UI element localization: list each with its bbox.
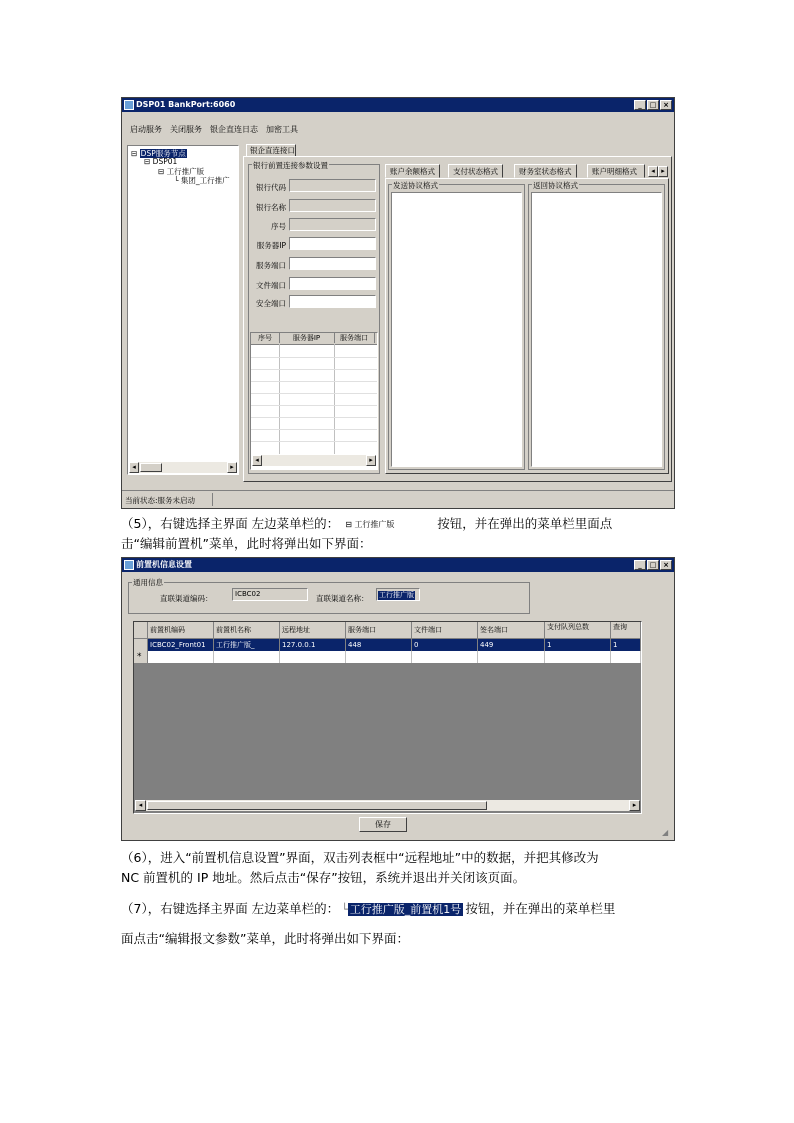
tab-payment-status-format[interactable]: 支付状态格式 <box>448 164 503 178</box>
grid-divider <box>279 344 280 454</box>
col-remote-address[interactable]: 远程地址 <box>280 622 346 639</box>
cell-front-name[interactable]: 工行推广版_ <box>214 639 280 651</box>
serial-label: 序号 <box>271 222 286 231</box>
cell-service-port[interactable]: 448 <box>346 639 412 651</box>
tab-scroll-left[interactable]: ◂ <box>648 166 658 177</box>
window-title: DSP01 BankPort:6060 <box>136 100 236 109</box>
toolbar <box>126 122 302 138</box>
col-pay-queue-total[interactable]: 支付队列总数 <box>545 622 611 639</box>
step7-text-a: （7），右键选择主界面 左边菜单栏的： <box>121 901 340 916</box>
channel-name-label: 直联渠道名称： <box>316 594 369 603</box>
channel-code-field[interactable]: ICBC02 <box>232 588 308 601</box>
row-header-cell <box>134 639 148 651</box>
step5-tree-snippet: ⊟ 工行推广版 <box>345 520 395 529</box>
new-cell[interactable] <box>280 651 346 663</box>
new-row[interactable] <box>134 651 642 663</box>
new-row-marker: * <box>134 651 148 663</box>
step5-text-a: （5），右键选择主界面 左边菜单栏的： <box>121 516 340 531</box>
new-cell[interactable] <box>611 651 641 663</box>
tab-bank-direct[interactable]: 银企直连接口 <box>246 144 296 157</box>
grid-row-line <box>251 441 377 442</box>
tab-scroll-right[interactable]: ▸ <box>658 166 668 177</box>
channel-name-value: 工行推广版 <box>379 591 414 599</box>
tab-finance-status-format[interactable]: 财务室状态格式 <box>514 164 577 178</box>
grid-col-serial[interactable]: 序号 <box>251 333 280 343</box>
bank-name-label: 银行名称 <box>256 203 286 212</box>
new-cell[interactable] <box>478 651 545 663</box>
close-button[interactable]: × <box>660 560 672 570</box>
grid-row-line <box>251 369 377 370</box>
step5-text-b: 按钮，并在弹出的菜单栏里面点 <box>437 516 613 531</box>
window-titlebar <box>122 98 674 112</box>
server-grid[interactable] <box>250 332 378 470</box>
bank-code-field[interactable] <box>289 179 376 192</box>
grid-scroll-right[interactable]: ▸ <box>629 800 640 811</box>
channel-code-label: 直联渠道编码： <box>160 594 213 603</box>
cell-pay-queue-total[interactable]: 1 <box>545 639 611 651</box>
step7-line2: 面点击“编辑报文参数”菜单，此时将弹出如下界面： <box>121 931 409 946</box>
save-button[interactable]: 保存 <box>359 817 407 832</box>
step7-text-b: 按钮，并在弹出的菜单栏里 <box>465 901 616 916</box>
server-ip-label: 服务器IP <box>256 241 286 250</box>
bank-direct-log-button[interactable]: 银企直连日志 <box>210 125 258 134</box>
general-info-label: 通用信息 <box>133 578 163 587</box>
step6-line1: （6），进入“前置机信息设置”界面，双击列表框中“远程地址”中的数据，并把其修改为 <box>121 850 599 865</box>
encrypt-tool-button[interactable]: 加密工具 <box>266 125 298 134</box>
channel-name-field[interactable] <box>376 588 420 601</box>
grid-divider <box>334 344 335 454</box>
step5-line2: 击“编辑前置机”菜单，此时将弹出如下界面： <box>121 536 372 551</box>
col-front-code[interactable]: 前置机编码 <box>148 622 214 639</box>
send-format-editor[interactable] <box>391 192 522 467</box>
maximize-button[interactable]: □ <box>647 100 659 110</box>
front-machine-window <box>121 557 675 841</box>
grid-scroll-left[interactable]: ◂ <box>135 800 146 811</box>
minimize-button[interactable]: _ <box>634 100 646 110</box>
h-scrollbar-thumb[interactable] <box>140 463 162 472</box>
window2-titlebar <box>122 558 674 572</box>
grid-row-line <box>251 393 377 394</box>
stop-service-button[interactable]: 关闭服务 <box>170 125 202 134</box>
status-bar <box>122 490 674 509</box>
col-sign-port[interactable]: 签名端口 <box>478 622 545 639</box>
params-group-label: 银行前置连接参数设置 <box>253 161 328 170</box>
app-icon <box>124 560 134 570</box>
bank-name-field[interactable] <box>289 199 376 212</box>
table-row[interactable] <box>134 639 642 651</box>
bank-code-label: 银行代码 <box>256 183 286 192</box>
server-ip-field[interactable] <box>289 237 376 250</box>
tree-node-icbc[interactable]: ⊟ 工行推广版 <box>158 167 205 176</box>
step6-line2: NC 前置机的 IP 地址。然后点击“保存”按钮，系统并退出并关闭该页面。 <box>121 870 526 885</box>
col-front-name[interactable]: 前置机名称 <box>214 622 280 639</box>
minimize-button[interactable]: _ <box>634 560 646 570</box>
grid-row-line <box>251 405 377 406</box>
grid-row-line <box>251 357 377 358</box>
step7-line1 <box>121 899 681 919</box>
bankport-window <box>121 97 675 509</box>
new-cell[interactable] <box>412 651 478 663</box>
grid-row-line <box>251 417 377 418</box>
grid-scroll-right[interactable]: ▸ <box>366 455 376 466</box>
grid-col-service-port[interactable]: 服务端口 <box>334 333 375 343</box>
file-port-field[interactable] <box>289 277 376 290</box>
grid-row-line <box>251 381 377 382</box>
status-text: 当前状态:服务未启动 <box>125 496 196 505</box>
format-tabs <box>385 164 670 178</box>
col-file-port[interactable]: 文件端口 <box>412 622 478 639</box>
cell-sign-port[interactable]: 449 <box>478 639 545 651</box>
cell-remote-address[interactable]: 127.0.0.1 <box>280 639 346 651</box>
tree-node-group-icbc[interactable]: └ 集团_工行推广 <box>174 176 230 185</box>
close-button[interactable]: × <box>660 100 672 110</box>
new-cell[interactable] <box>346 651 412 663</box>
col-service-port[interactable]: 服务端口 <box>346 622 412 639</box>
scroll-right-button[interactable]: ▸ <box>227 462 237 473</box>
step7-snippet-label: 工行推广版_前置机1号 <box>349 903 462 916</box>
tree-node-root[interactable]: ⊟ DSP服务节点 <box>131 149 186 158</box>
return-format-editor[interactable] <box>531 192 662 467</box>
status-divider <box>212 493 213 506</box>
app-icon <box>124 100 134 110</box>
service-port-label: 服务端口 <box>256 261 286 270</box>
service-port-field[interactable] <box>289 257 376 270</box>
step5-snippet-label: 工行推广版 <box>354 520 395 529</box>
window2-title: 前置机信息设置 <box>136 560 192 569</box>
tab-account-detail-format[interactable]: 账户明细格式 <box>587 164 645 178</box>
scroll-left-button[interactable]: ◂ <box>129 462 139 473</box>
return-format-label: 返回协议格式 <box>533 181 578 190</box>
cell-query[interactable]: 1 <box>611 639 641 651</box>
service-tree[interactable] <box>127 145 239 475</box>
send-format-label: 发送协议格式 <box>393 181 438 190</box>
grid-col-server-ip[interactable]: 服务器IP <box>279 333 335 343</box>
file-port-label: 文件端口 <box>256 281 286 290</box>
tree-node-dsp01[interactable]: ⊟ DSP01 <box>144 157 178 166</box>
cell-file-port[interactable]: 0 <box>412 639 478 651</box>
new-cell[interactable] <box>148 651 214 663</box>
grid-row-line <box>251 429 377 430</box>
start-service-button[interactable]: 启动服务 <box>130 125 162 134</box>
grid-scroll-left[interactable]: ◂ <box>252 455 262 466</box>
col-query[interactable]: 查询 <box>611 622 641 639</box>
resize-grip-icon[interactable]: ◢ <box>662 828 669 837</box>
grid-row-header-corner <box>134 622 148 639</box>
step7-tree-snippet: └ 工行推广版_前置机1号 <box>341 903 462 916</box>
security-port-label: 安全端口 <box>256 299 286 308</box>
serial-field[interactable] <box>289 218 376 231</box>
security-port-field[interactable] <box>289 295 376 308</box>
grid-h-scrollbar[interactable] <box>262 455 366 466</box>
maximize-button[interactable]: □ <box>647 560 659 570</box>
grid-h-scrollbar-thumb[interactable] <box>147 801 487 810</box>
step5-line1 <box>121 514 681 534</box>
cell-front-code[interactable]: ICBC02_Front01 <box>148 639 214 651</box>
new-cell[interactable] <box>545 651 611 663</box>
front-machine-grid[interactable] <box>133 621 642 814</box>
new-cell[interactable] <box>214 651 280 663</box>
tab-balance-format[interactable]: 账户余额格式 <box>385 164 440 178</box>
